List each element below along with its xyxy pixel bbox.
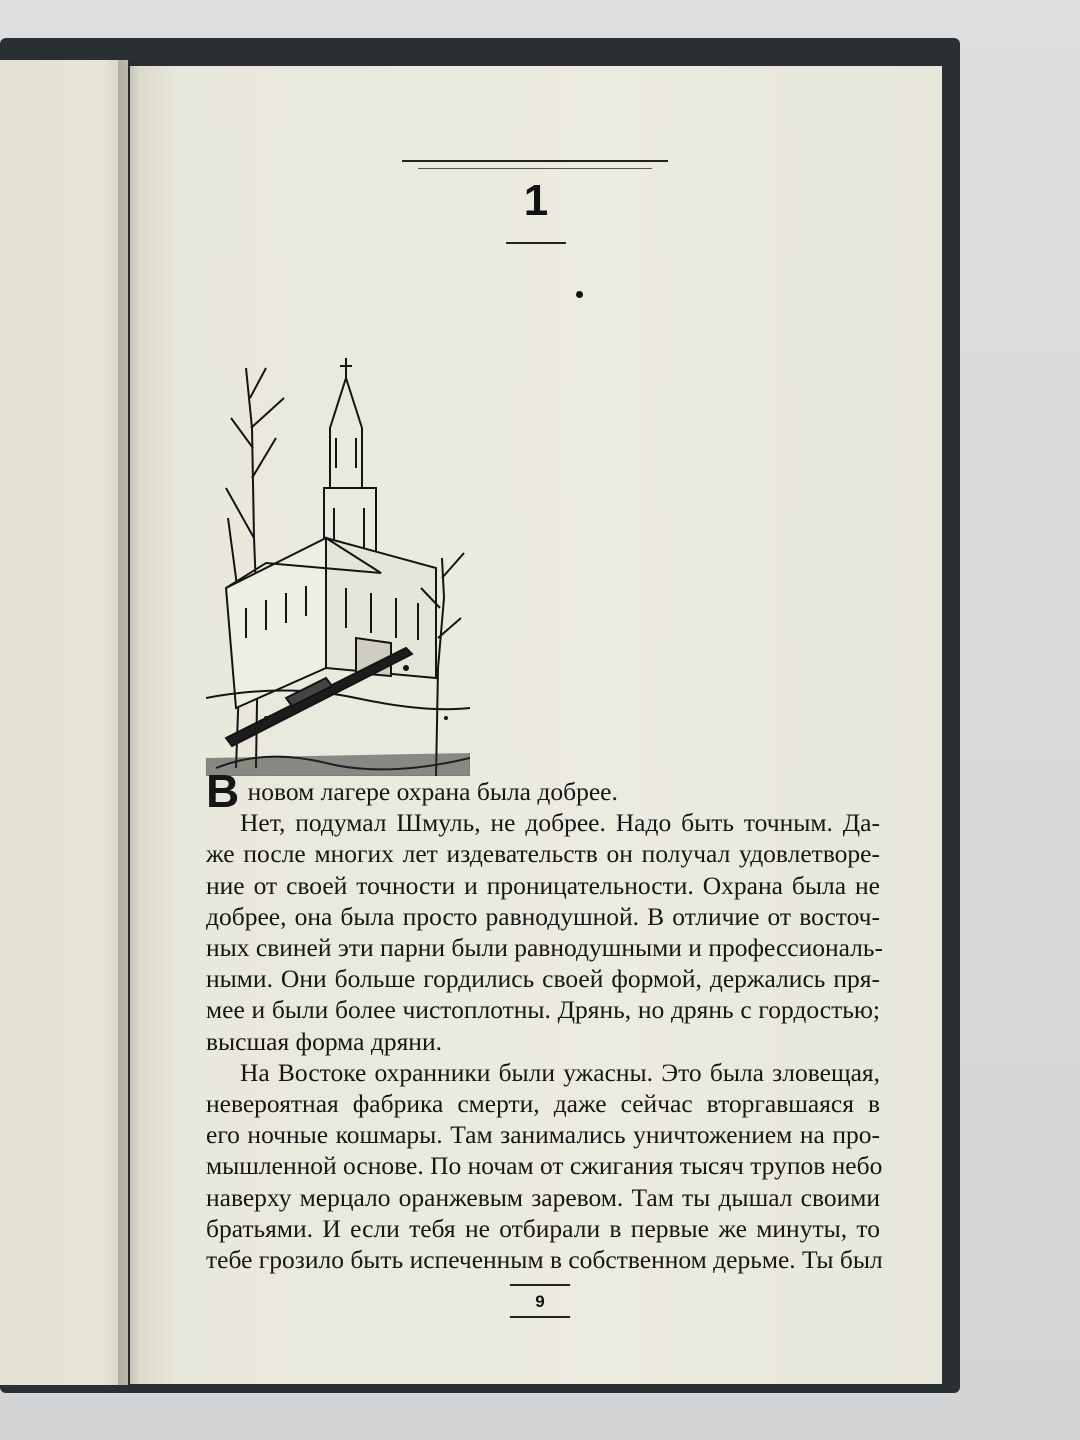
text-line-content: новом лагере охрана была добрее. — [247, 777, 618, 806]
header-rule — [402, 160, 668, 162]
text-line: мее и были более чистоплотны. Дрянь, но дрянь с гордостью; — [206, 995, 880, 1025]
text-line: Нет, подумал Шмуль, не добрее. Надо быть точным. Да- — [240, 808, 880, 838]
text-line: братьями. И если тебя не отбирали в первые же минуты, то — [206, 1213, 880, 1243]
text-line: невероятная фабрика смерти, даже сейчас вторгавшаяся в — [206, 1089, 880, 1119]
text-line: ными. Они больше гордились своей формой, держались пря- — [206, 964, 880, 994]
text-line: ние от своей точности и проницательности. Охрана была не — [206, 870, 880, 900]
left-page-edge — [0, 60, 128, 1385]
gutter-shadow — [118, 60, 140, 1385]
text-line: тебе грозило быть испеченным в собственном дерьме. Ты был — [206, 1245, 883, 1275]
body-text — [206, 765, 884, 1275]
church-tower-trees-rifle-icon — [206, 338, 470, 776]
text-line: его ночные кошмары. Там занимались уничтожением на про- — [206, 1120, 880, 1150]
text-line: На Востоке охранники были ужасны. Это была зловещая, — [240, 1057, 880, 1087]
paragraph-1 — [206, 765, 880, 817]
paragraph-2 — [206, 807, 884, 1057]
text-line: же после многих лет издевательств он получал удовлетворе- — [206, 839, 880, 869]
text-line: высшая форма дряни. — [206, 1026, 442, 1056]
folio-rule-bottom — [510, 1316, 570, 1318]
text-line: добрее, она была просто равнодушной. В отличие от восточ- — [206, 901, 880, 931]
header-rule-thin — [418, 168, 652, 169]
chapter-number: 1 — [523, 176, 549, 225]
text-line: ных свиней эти парни были равнодушными и профессиональ- — [206, 933, 884, 963]
drop-cap: В — [206, 765, 240, 817]
paragraph-3 — [206, 1057, 883, 1275]
text-line: наверху мерцало оранжевым заревом. Там ты дышал своими — [206, 1182, 880, 1212]
text-line: мышленной основе. По ночам от сжигания тысяч трупов небо — [206, 1151, 883, 1181]
text-line — [206, 765, 880, 817]
paragraphs-rest — [206, 807, 884, 1275]
chapter-underline — [506, 242, 566, 244]
ornament-dot — [576, 291, 583, 298]
page-number: 9 — [535, 1292, 545, 1311]
folio-rule-top — [510, 1284, 570, 1286]
